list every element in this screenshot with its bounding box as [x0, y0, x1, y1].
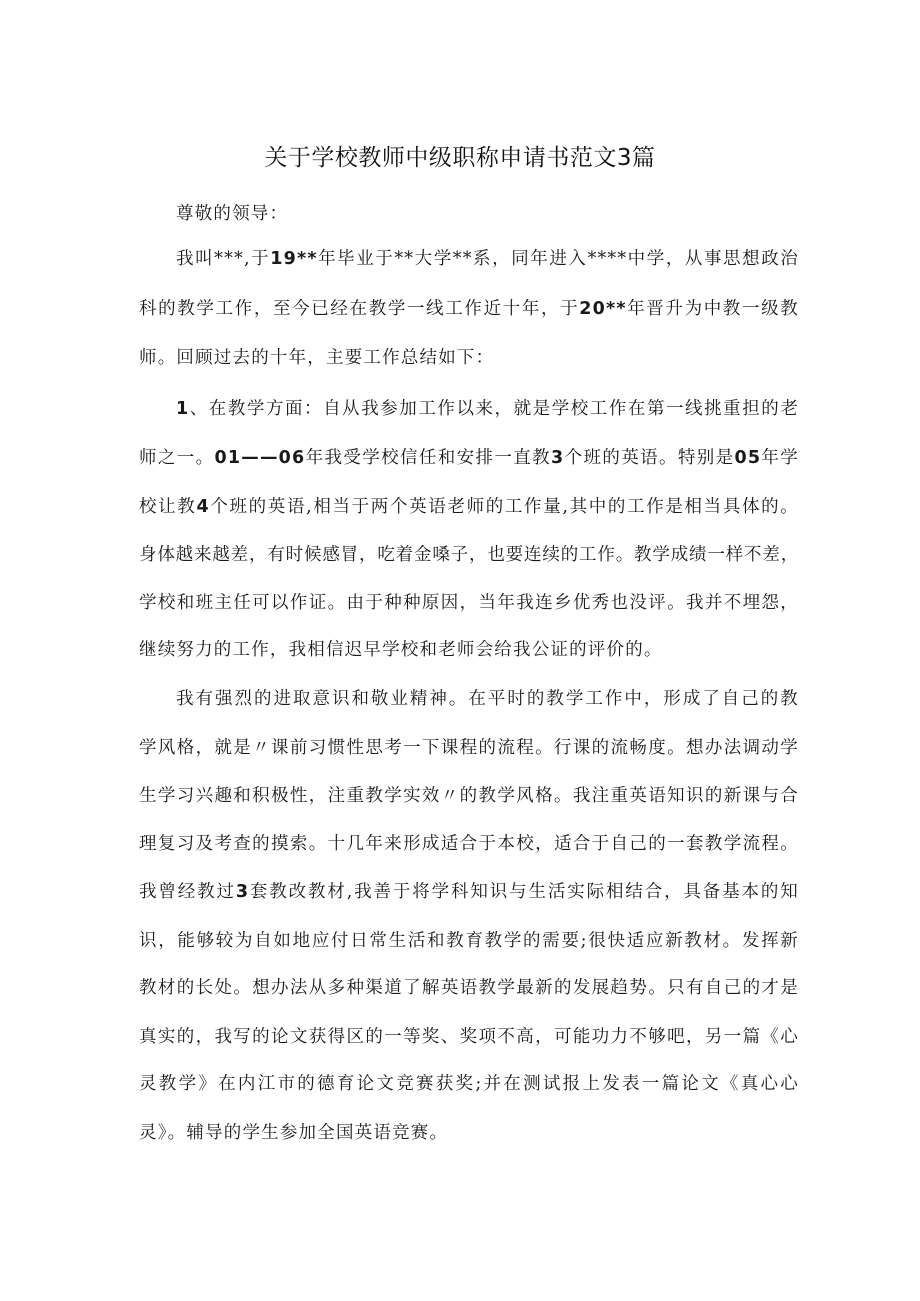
paragraph-3-line-6: 识，能够较为自如地应付日常生活和教育教学的需要;很快适应新教材。发挥新: [139, 931, 799, 951]
paragraph-3-line-10: 灵》。辅导的学生参加全国英语竞赛。: [139, 1123, 449, 1143]
paragraph-2-line-5: 学校和班主任可以作证。由于种种原因，当年我连乡优秀也没评。我并不埋怨，: [139, 593, 799, 613]
paragraph-2-line-2: 师之一。01——06年我受学校信任和安排一直教3个班的英语。特别是05年学: [139, 448, 799, 468]
paragraph-2-line-1: 1、在教学方面：自从我参加工作以来，就是学校工作在第一线挑重担的老: [176, 399, 799, 419]
paragraph-1-line-3: 师。回顾过去的十年，主要工作总结如下：: [139, 348, 495, 368]
salutation: 尊敬的领导：: [176, 204, 289, 224]
paragraph-3-line-5: 我曾经教过3套教改教材,我善于将学科知识与生活实际相结合，具备基本的知: [139, 882, 799, 902]
paragraph-1-line-2: 科的教学工作，至今已经在教学一线工作近十年，于20**年晋升为中教一级教: [139, 299, 799, 319]
paragraph-3-line-4: 理复习及考查的摸索。十几年来形成适合于本校，适合于自己的一套教学流程。: [139, 834, 799, 854]
paragraph-2-line-3: 校让教4个班的英语,相当于两个英语老师的工作量,其中的工作是相当具体的。: [139, 497, 799, 517]
paragraph-2-line-6: 继续努力的工作，我相信迟早学校和老师会给我公证的评价的。: [139, 640, 663, 660]
paragraph-3-line-8: 真实的，我写的论文获得区的一等奖、奖项不高，可能功力不够吧，另一篇《心: [139, 1027, 799, 1047]
paragraph-2-line-4: 身体越来越差，有时候感冒，吃着金嗓子，也要连续的工作。教学成绩一样不差，: [139, 545, 799, 565]
paragraph-3-line-2: 学风格，就是〃课前习惯性思考一下课程的流程。行课的流畅度。想办法调动学: [139, 738, 799, 758]
paragraph-1-line-1: 我叫***,于19**年毕业于**大学**系，同年进入****中学，从事思想政治: [176, 249, 799, 269]
document-title: 关于学校教师中级职称申请书范文3篇: [264, 145, 656, 171]
paragraph-3-line-9: 灵教学》在内江市的德育论文竞赛获奖;并在测试报上发表一篇论文《真心心: [139, 1074, 799, 1094]
paragraph-3-line-1: 我有强烈的进取意识和敬业精神。在平时的教学工作中，形成了自己的教: [176, 689, 799, 709]
paragraph-3-line-3: 生学习兴趣和积极性，注重教学实效〃的教学风格。我注重英语知识的新课与合: [139, 786, 799, 806]
paragraph-3-line-7: 教材的长处。想办法从多种渠道了解英语教学最新的发展趋势。只有自己的才是: [139, 978, 799, 998]
